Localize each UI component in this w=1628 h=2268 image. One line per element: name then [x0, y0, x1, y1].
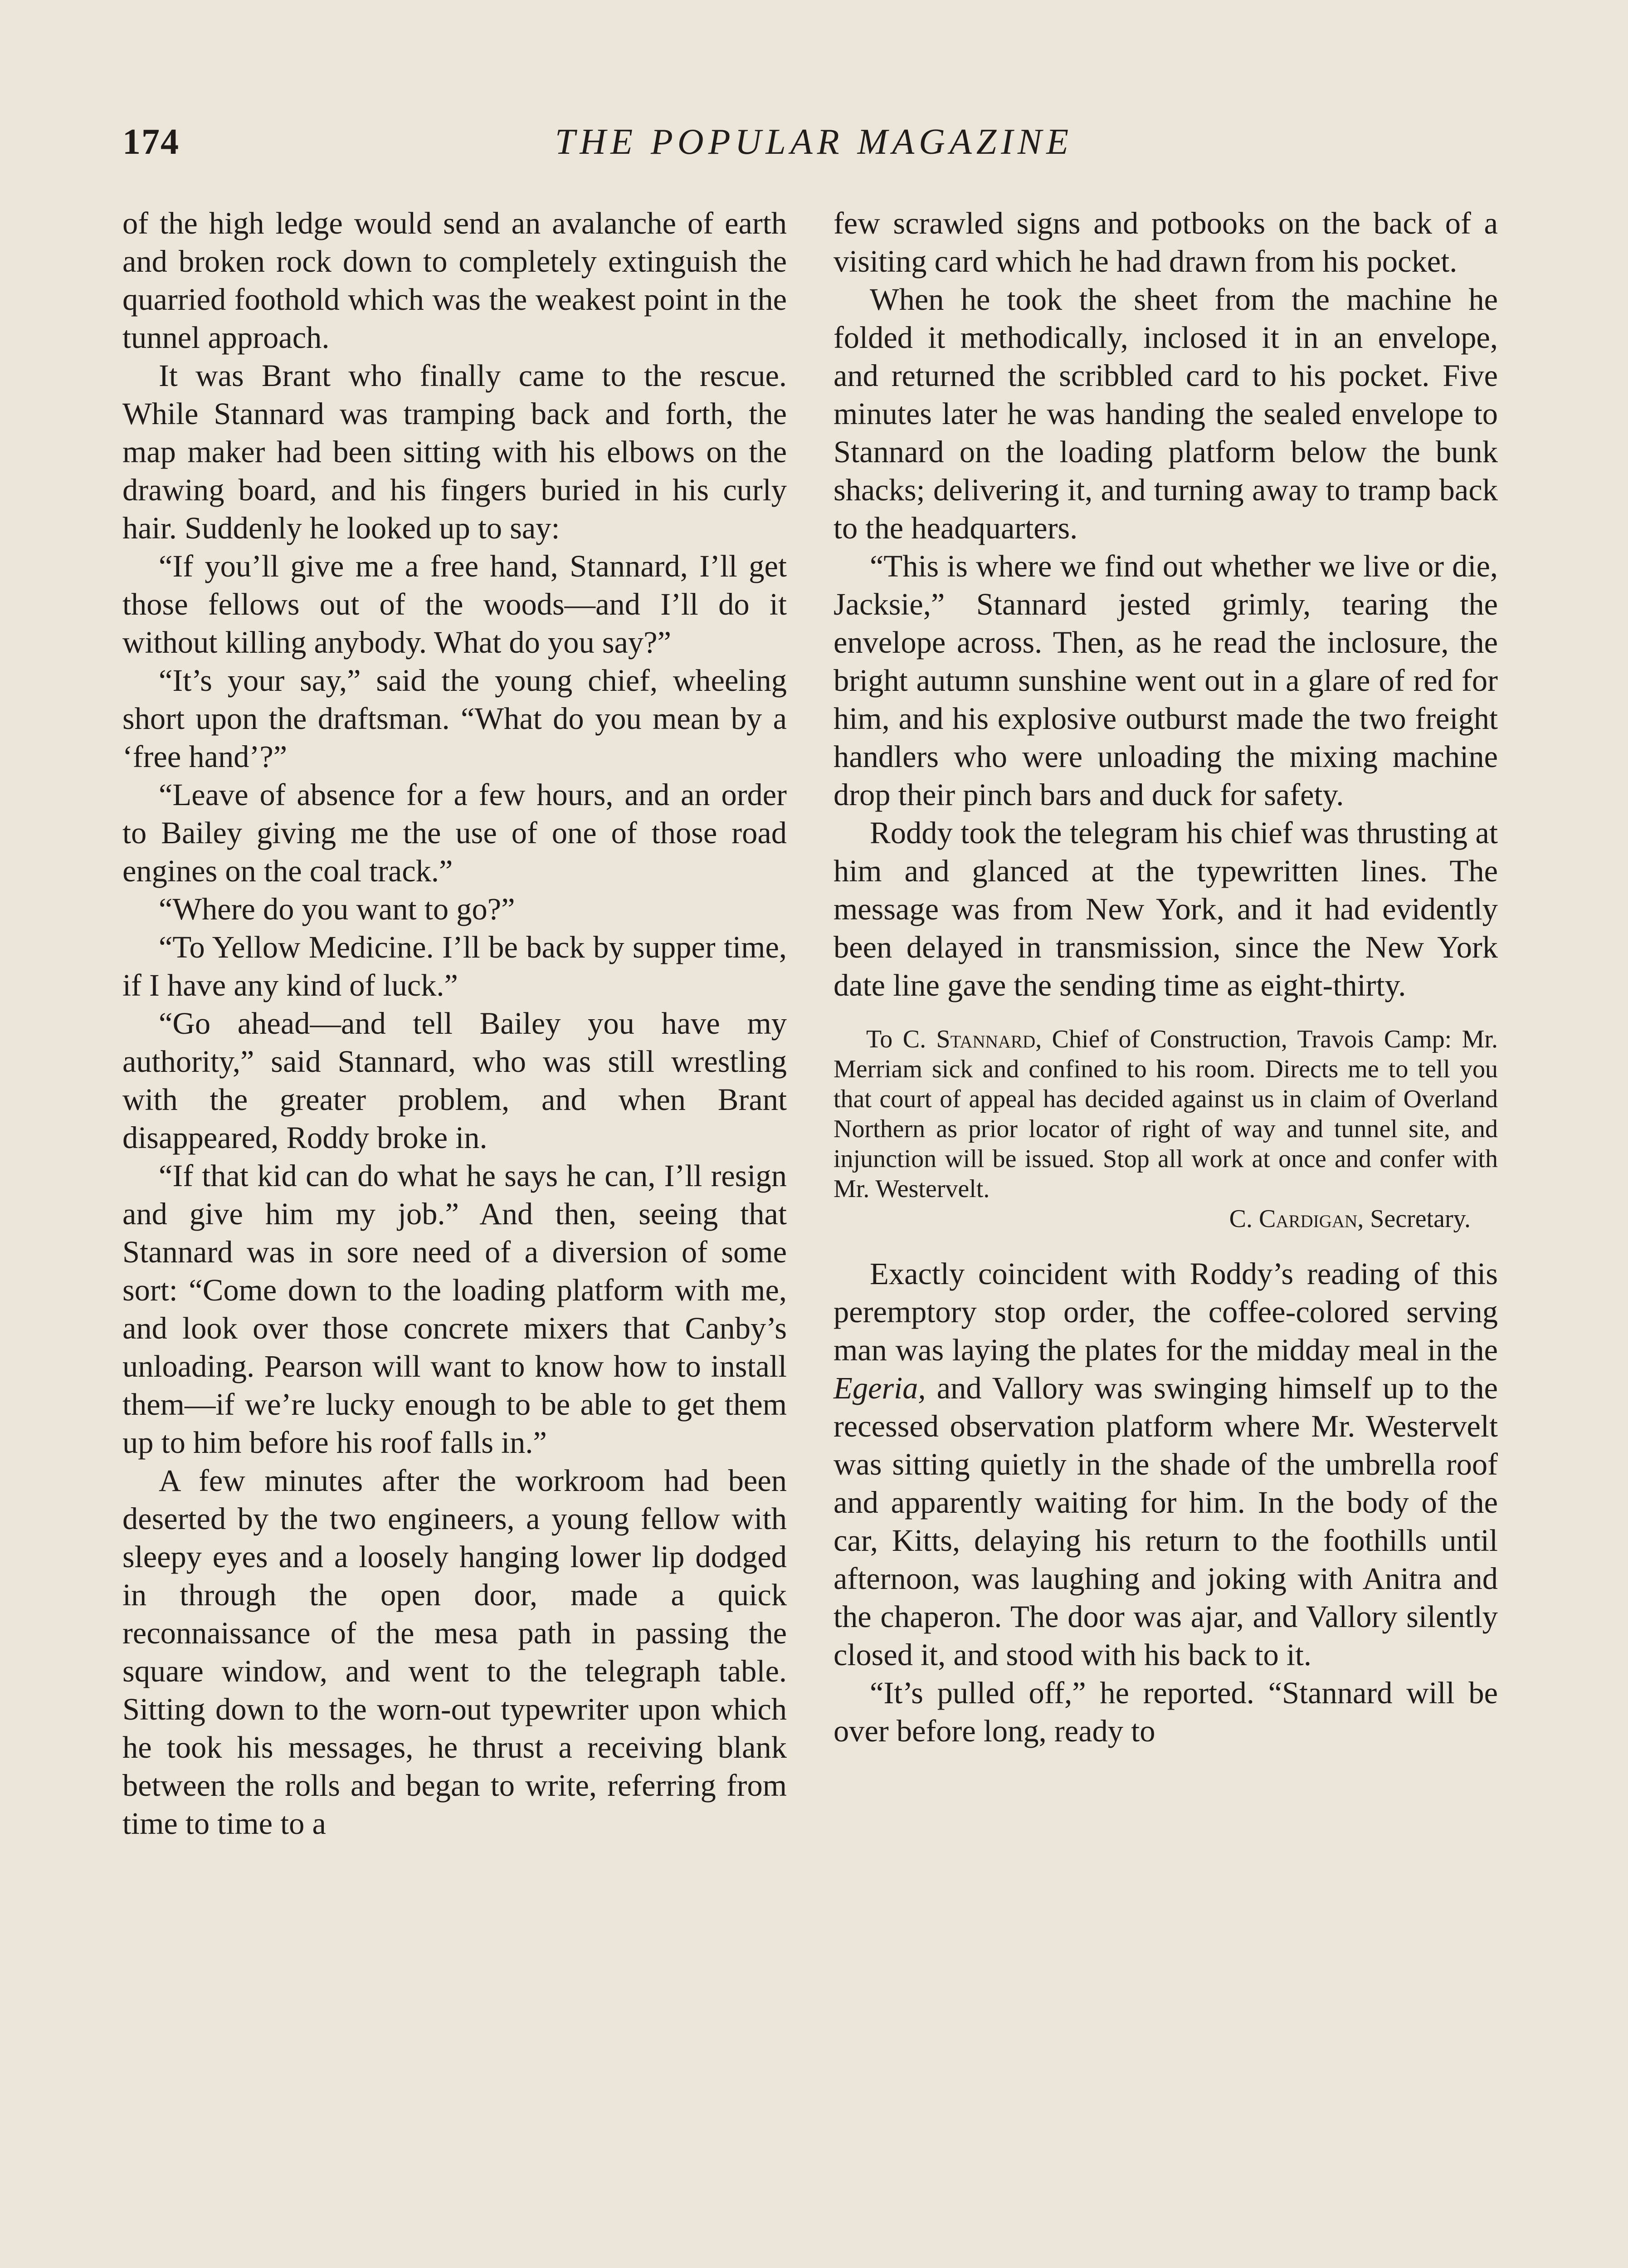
paragraph: “Where do you want to go?”	[159, 892, 515, 926]
left-column	[122, 204, 787, 1843]
page-number: 174	[122, 122, 180, 162]
paragraph: A few minutes after the workroom had been deserted by the two engineers, a young fellow with sleepy eyes and a loosely hanging lower lip dodged in through the open door, made a quick reconnaissance of the mesa path in passing the square window, and went to the telegraph table. Sitting down to the worn-out typewriter upon which he took his messages, he thrust a receiving blank between the rolls and began to write, referring from time to time to a	[122, 1463, 787, 1841]
running-head: THE POPULAR MAGAZINE	[555, 122, 1073, 162]
paragraph: When he took the sheet from the machine he folded it methodically, inclosed it in an envelope, and returned the scribbled card to his pocket. Five minutes later he was handing the sealed envelope to Stannard on the loading platform below the bunk shacks; delivering it, and turning away to tramp back to the headquarters.	[833, 282, 1498, 545]
paragraph: “If that kid can do what he says he can, I’ll resign and give him my job.” And then, seeing that Stannard was in sore need of a diversion of some sort: “Come down to the loading platform with me, and look over those concrete mixers that Canby’s unloading. Pearson will want to know how to install them—if we’re lucky enough to be able to get them up to him before his roof falls in.”	[122, 1158, 787, 1460]
paragraph: “This is where we find out whether we live or die, Jacksie,” Stannard jested grimly, tearing the envelope across. Then, as he read the inclosure, the bright autumn sunshine went out in a glare of red for him, and his explosive outburst made the two freight handlers who were unloading the mixing machine drop their pinch bars and duck for safety.	[833, 549, 1498, 812]
telegram-signature: C. Cardigan, Secretary.	[1229, 1205, 1471, 1233]
paragraph: It was Brant who finally came to the rescue. While Stannard was tramping back and forth, the map maker had been sitting with his elbows on the drawing board, and his fingers buried in his curly hair. Suddenly he looked up to say:	[122, 358, 787, 545]
telegram-block	[833, 1024, 1498, 1234]
page-header	[122, 122, 1506, 171]
paragraph: “Leave of absence for a few hours, and an order to Bailey giving me the use of one of those road engines on the coal track.”	[122, 777, 787, 888]
telegram-body	[833, 1024, 1498, 1204]
paragraph: “To Yellow Medicine. I’ll be back by supper time, if I have any kind of luck.”	[122, 930, 787, 1002]
paragraph: Exactly coincident with Roddy’s reading of this peremptory stop order, the coffee-colored serving man was laying the plates for the midday meal in the Egeria, and Vallory was swinging himself up to the recessed observation platform where Mr. Westervelt was sitting quietly in the shade of the umbrella roof and apparently waiting for him. In the body of the car, Kitts, delaying his return to the foothills until afternoon, was laughing and joking with Anitra and the chaperon. The door was ajar, and Vallory silently closed it, and stood with his back to it.	[833, 1256, 1498, 1672]
paragraph: “Go ahead—and tell Bailey you have my authority,” said Stannard, who was still wrestling with the greater problem, and when Brant disappeared, Roddy broke in.	[122, 1006, 787, 1155]
paragraph: “It’s your say,” said the young chief, wheeling short upon the draftsman. “What do you mean by a ‘free hand’?”	[122, 663, 787, 774]
paragraph: of the high ledge would send an avalanche of earth and broken rock down to completely extinguish the quarried foothold which was the weakest point in the tunnel approach.	[122, 206, 787, 355]
paragraph: “It’s pulled off,” he reported. “Stannard will be over before long, ready to	[833, 1676, 1498, 1748]
ship-name: Egeria,	[833, 1371, 926, 1405]
telegram-to-prefix: To C.	[866, 1025, 926, 1053]
telegram-recipient: Stannard	[936, 1025, 1036, 1053]
right-column	[833, 204, 1498, 1750]
telegram-text: , Chief of Construction, Travois Camp: Mr. Merriam sick and confined to his room. Directs me to tell you that court of appeal has decided against us in claim of Overland Northern as prior locator of right of way and tunnel site, and injunction will be issued. Stop all work at once and confer with Mr. Westervelt.	[833, 1025, 1498, 1203]
paragraph: “If you’ll give me a free hand, Stannard, I’ll get those fellows out of the woods—and I’ll do it without killing anybody. What do you say?”	[122, 549, 787, 660]
paragraph: few scrawled signs and potbooks on the back of a visiting card which he had drawn from his pocket.	[833, 206, 1498, 279]
paragraph: Roddy took the telegram his chief was thrusting at him and glanced at the typewritten lines. The message was from New York, and it had evidently been delayed in transmission, since the New York date line gave the sending time as eight-thirty.	[833, 816, 1498, 1002]
